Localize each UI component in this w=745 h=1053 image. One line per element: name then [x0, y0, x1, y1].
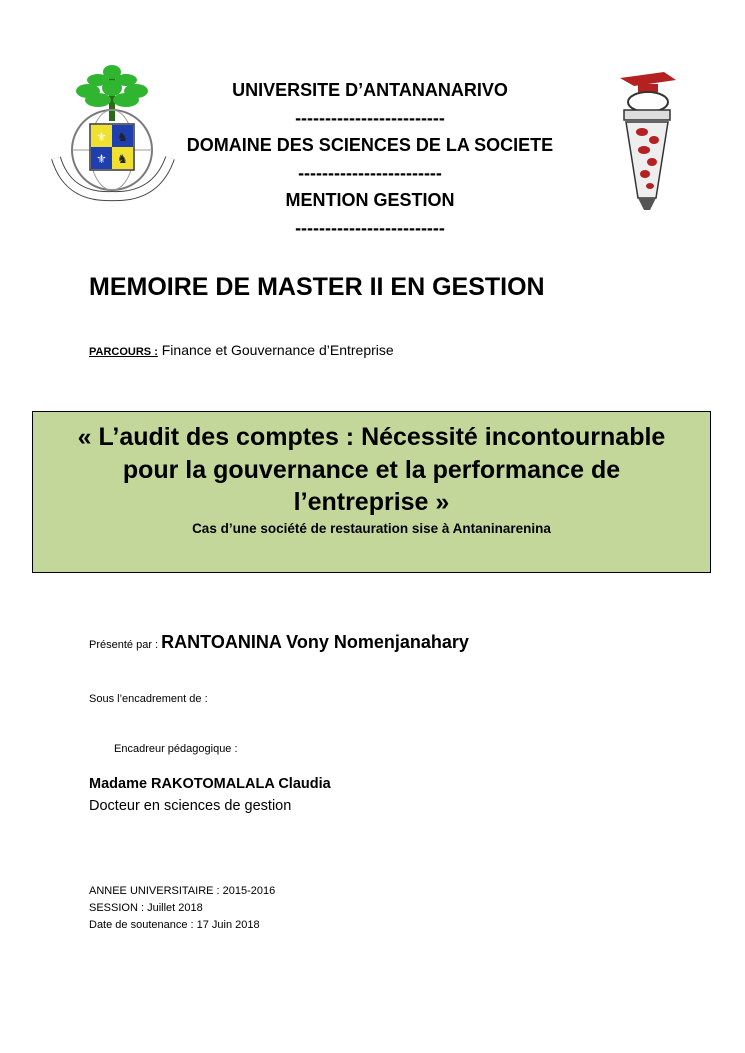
thesis-subtitle: Cas d’une société de restauration sise à Antaninarenina [192, 520, 551, 536]
parcours-label: PARCOURS : [89, 346, 158, 358]
header-separator: ------------------------ [298, 162, 442, 183]
parcours-value: Finance et Gouvernance d’Entreprise [157, 342, 394, 358]
thesis-title-line: l’entreprise » [293, 488, 450, 516]
supervisor-name: Madame RAKOTOMALALA Claudia [89, 776, 331, 792]
svg-text:⚜: ⚜ [96, 152, 107, 166]
header-separator: ------------------------- [295, 217, 445, 238]
university-crest-icon [48, 58, 178, 203]
presenter-name: RANTOANINA Vony Nomenjanahary [161, 632, 469, 652]
supervisor-role: Encadreur pédagogique : [114, 743, 238, 755]
university-name: UNIVERSITE D’ANTANANARIVO [232, 80, 508, 100]
svg-text:♞: ♞ [117, 152, 128, 166]
defense-date: Date de soutenance : 17 Juin 2018 [89, 919, 260, 931]
thesis-title-line: « L’audit des comptes : Nécessité incontournable [77, 423, 666, 451]
supervisor-title: Docteur en sciences de gestion [89, 798, 292, 814]
thesis-title-line: pour la gouvernance et la performance de [122, 455, 621, 484]
session: SESSION : Juillet 2018 [89, 902, 203, 914]
memoire-title: MEMOIRE DE MASTER II EN GESTION [89, 273, 545, 301]
presenter-line [89, 632, 469, 653]
university-header [170, 80, 570, 240]
academic-info [89, 883, 275, 934]
svg-text:♞: ♞ [117, 130, 128, 144]
svg-text:⚜: ⚜ [96, 130, 107, 144]
presenter-label: Présenté par : [89, 639, 162, 651]
mention-name: MENTION GESTION [285, 190, 455, 211]
supervision-intro: Sous l’encadrement de : [89, 693, 208, 705]
domain-name: DOMAINE DES SCIENCES DE LA SOCIETE [186, 135, 554, 156]
faculty-emblem-icon [612, 70, 682, 215]
thesis-title [33, 421, 710, 519]
academic-year: ANNEE UNIVERSITAIRE : 2015-2016 [89, 885, 276, 897]
header-separator: ------------------------- [295, 107, 445, 128]
parcours-line [89, 342, 394, 358]
thesis-theme-box [32, 411, 711, 573]
